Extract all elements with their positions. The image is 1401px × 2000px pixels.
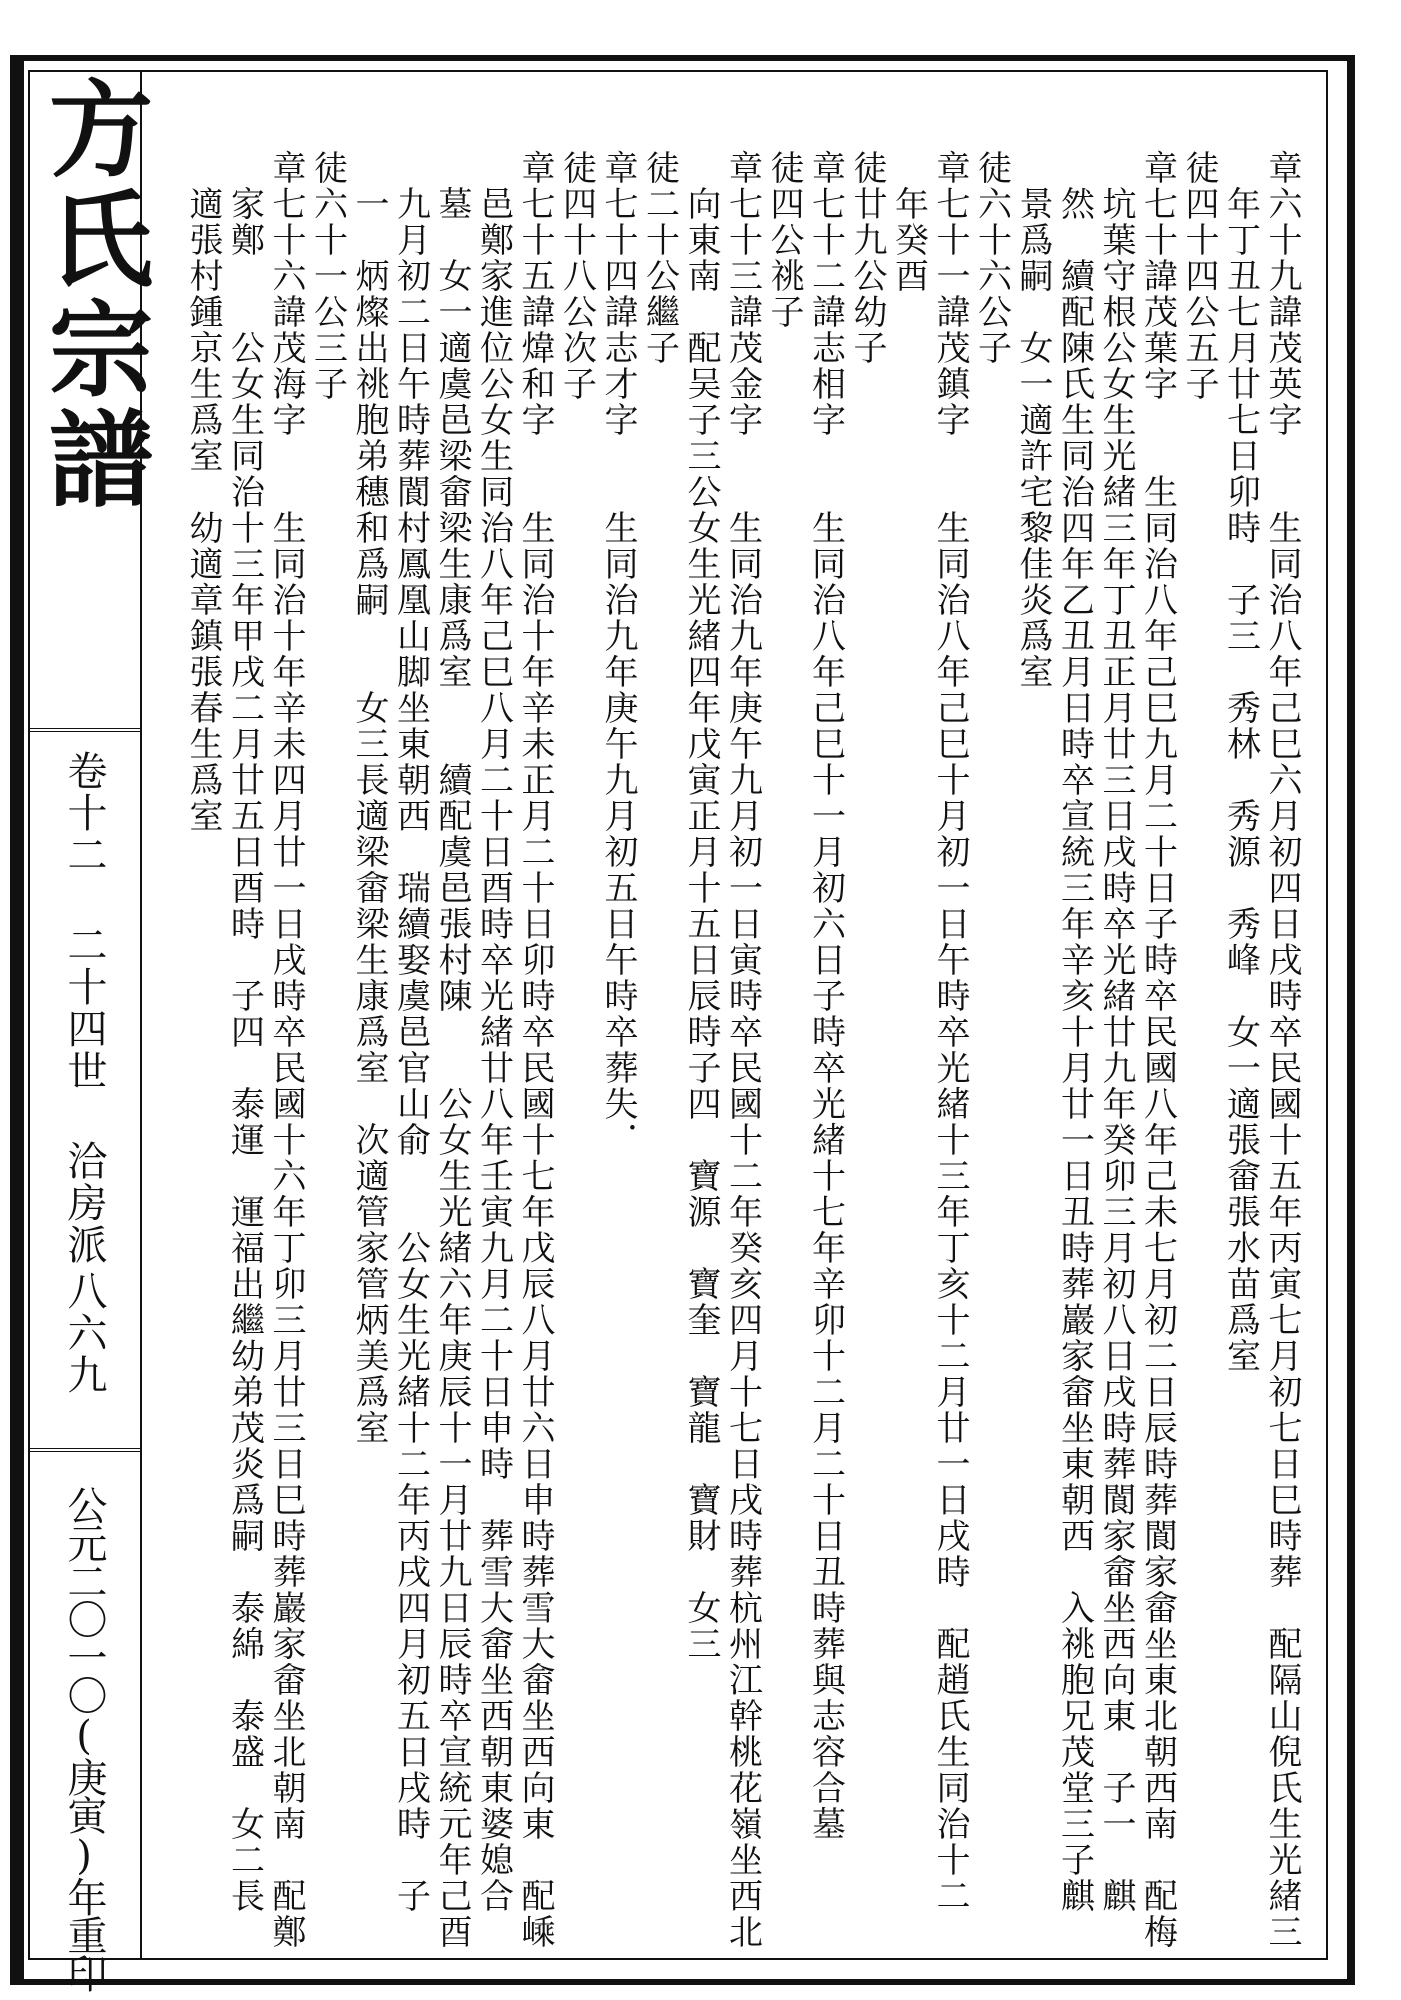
text-column: 適張村鍾京生爲室 幼適章鎮張春生爲室: [183, 150, 223, 834]
text-column: 向東南 配吴子三公女生光緒四年戊寅正月十五日辰時子四 寶源 寶奎 寶龍 寶財 女三: [681, 150, 721, 1662]
text-column: 章七十二諱志相字 生同治八年己巳十一月初六日子時卒光緒十七年辛卯十二月二十日丑時葬與志容合墓: [805, 150, 846, 1842]
text-column: 九月初二日午時葬閬村鳳凰山脚坐東朝西 瑞續娶虞邑官山俞 公女生光緒十二年丙戌四月初五日戌時 子: [390, 150, 431, 1914]
text-column: 章六十九諱茂英字 生同治八年己巳六月初四日戌時卒民國十五年丙寅七月初七日巳時葬 配隔山倪氏生光緒三: [1262, 150, 1302, 1950]
text-column: 墓 女一適虞邑梁畲梁生康爲室 續配虞邑張村陳 公女生光緒六年庚辰十一月廿九日辰時卒宣統元年己酉: [432, 150, 472, 1950]
text-column: 章七十五諱煒和字 生同治十年辛未正月二十日卯時卒民國十七年戊辰八月廿六日申時葬雪大畲坐西向東 配嵊: [515, 150, 555, 1950]
text-column: 年丁丑七月廿七日卯時 子三 秀林 秀源 秀峰 女一適張畲張水苗爲室: [1220, 150, 1261, 1374]
text-column: 徒四十四公五子: [1179, 150, 1219, 402]
text-column: 一 炳燦出祧胞弟穗和爲嗣 女三長適梁畲梁生康爲室 次適管家管炳美爲室: [349, 150, 389, 1446]
text-column: 徒六十一公三子: [307, 150, 348, 402]
text-column: 徒四十八公次子: [556, 150, 597, 402]
text-column: 徒二十公繼子: [639, 150, 680, 366]
text-column: 徒六十六公子: [971, 150, 1012, 366]
text-column: 徒廿九公幼子: [847, 150, 887, 366]
spine-divider-lower: [28, 1448, 142, 1452]
text-column: 章七十三諱茂金字 生同治九年庚午九月初一日寅時卒民國十二年癸亥四月十七日戌時葬杭州江幹桃花嶺坐西北: [722, 150, 763, 1950]
text-column: 家鄭 公女生同治十三年甲戌二月廿五日酉時 子四 泰運 運福出繼幼弟茂炎爲嗣 泰綿 泰盛 女二長: [224, 150, 265, 1914]
text-column: 章七十四諱志才字 生同治九年庚午九月初五日午時卒葬失．: [598, 150, 638, 1158]
volume-subtitle: 卷十二 二十四世 洽房派: [61, 750, 107, 1266]
book-title: 方氏宗譜: [31, 75, 154, 515]
text-column: 章七十諱茂葉字 生同治八年己巳九月二十日子時卒民國八年己未七月初二日辰時葬閬家畲坐東北朝西南 配梅: [1137, 150, 1178, 1950]
reprint-note: 公元二〇一〇(庚寅)年重印: [61, 1485, 107, 1991]
text-column: 景爲嗣 女一適許宅黎佳炎爲室: [1013, 150, 1053, 690]
spine-divider-upper: [28, 728, 142, 732]
text-column: 年癸酉: [888, 150, 929, 294]
text-column: 章七十六諱茂海字 生同治十年辛未四月廿一日戌時卒民國十六年丁卯三月廿三日巳時葬巖家畲坐北朝南 配鄭: [266, 150, 306, 1950]
text-column: 然 續配陳氏生同治四年乙丑月日時卒宣統三年辛亥十月廿一日丑時葬巖家畲坐東朝西 入祧胞兄茂堂三子麒: [1054, 150, 1095, 1914]
text-column: 坑葉守根公女生光緒三年丁丑正月廿三日戌時卒光緒廿九年癸卯三月初八日戌時葬閬家畲坐西向東 子一 麒: [1096, 150, 1136, 1914]
text-column: 徒四公祧子: [764, 150, 804, 330]
text-column: 邑鄭家進位公女生同治八年己巳八月二十日酉時卒光緒廿八年壬寅九月二十日申時 葬雪大畲坐西朝東婆媳合: [473, 150, 514, 1914]
page-number: 八六九: [61, 1270, 107, 1396]
text-column: 章七十一諱茂鎮字 生同治八年己巳十月初一日午時卒光緒十三年丁亥十二月廿一日戌時 配趙氏生同治十二: [930, 150, 970, 1914]
